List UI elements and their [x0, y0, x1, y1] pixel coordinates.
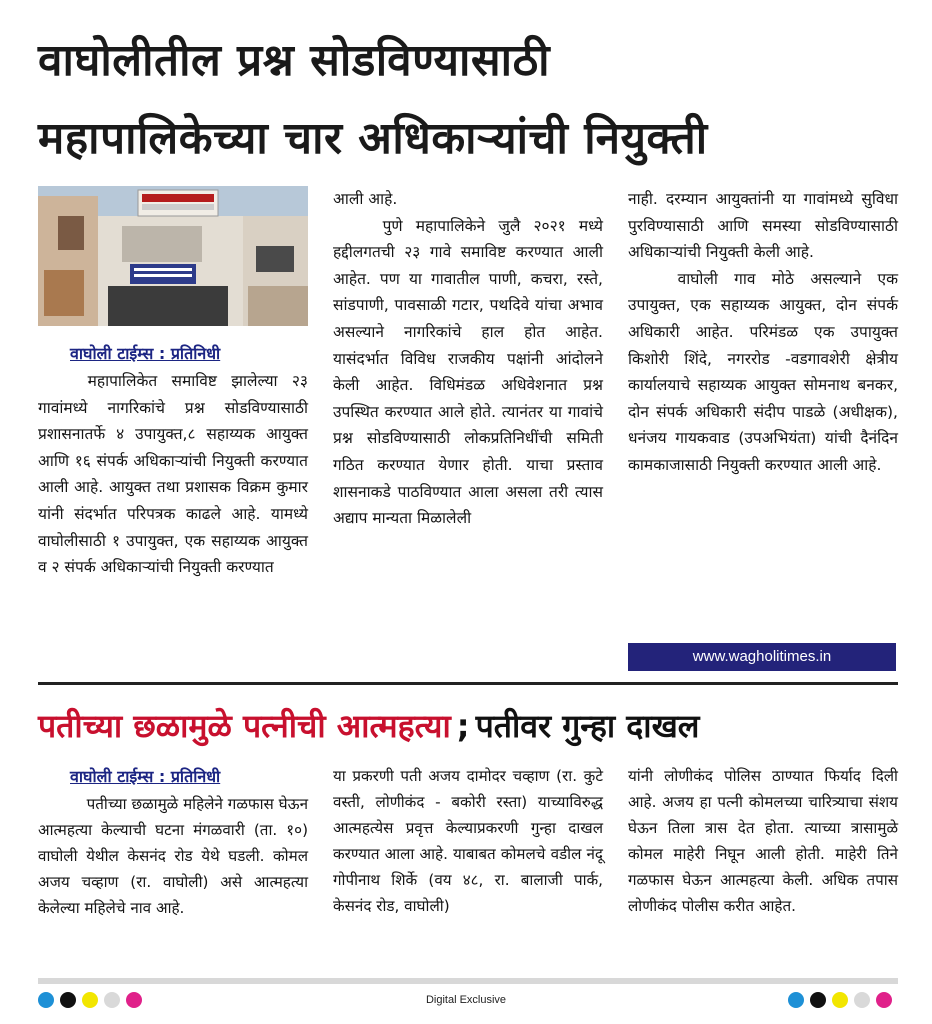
second-headline-red: पतीच्या छळामुळे पत्नीची आत्महत्या — [38, 707, 451, 745]
website-link[interactable]: www.wagholitimes.in — [628, 643, 896, 671]
section-divider — [38, 682, 898, 685]
story1-col3-paragraph2: वाघोली गाव मोठे असल्याने एक उपायुक्त, एक सहाय्यक आयुक्त, दोन संपर्क अधिकारी आहेत. परिमंडळ एक उपायुक्त किशोरी शिंदे, नगररोड -वडगावशेरी क्षेत्रीय कार्यालयाचे सहाय्यक आयुक्त सोमनाथ बनकर, दोन संपर्क अधिकारी संदीप पाडळे (अधीक्षक), धनंजय गायकवाड (उपअभियंता) यांची दैनंदिन कामकाजासाठी नियुक्ती करण्यात आली आहे. — [628, 269, 898, 474]
color-dot-black — [810, 992, 826, 1008]
story1-column2 — [333, 186, 603, 532]
story1-byline: वाघोली टाईम्स : प्रतिनिधी — [70, 344, 221, 363]
second-headline-separator: ; — [456, 707, 470, 745]
color-dot-yellow — [832, 992, 848, 1008]
story2-col3-paragraph: यांनी लोणीकंद पोलिस ठाण्यात फिर्याद दिली आहे. अजय हा पत्नी कोमलच्या चारित्र्याचा संशय घेऊन तिला त्रास देत होता. त्याच्या त्रासामुळे कोमल माहेरी निघून आली होती. माहेरी तिने गळफास घेऊन आत्महत्या केली. अधिक तपास लोणीकंद पोलीस करीत आहेत. — [628, 767, 898, 915]
story1-column1 — [38, 340, 308, 581]
main-headline-line2: महापालिकेच्या चार अधिकाऱ्यांची नियुक्ती — [38, 113, 708, 164]
main-headline-line1: वाघोलीतील प्रश्न सोडविण्यासाठी — [38, 35, 551, 86]
footer-bar — [38, 978, 898, 984]
color-dot-gray — [854, 992, 870, 1008]
story2-byline: वाघोली टाईम्स : प्रतिनिधी — [70, 767, 221, 786]
color-dot-cyan — [788, 992, 804, 1008]
story1-col2-paragraph1: आली आहे. — [333, 190, 398, 208]
registration-marks-right — [788, 992, 892, 1008]
story2-column3 — [628, 763, 898, 919]
story1-col1-paragraph: महापालिकेत समाविष्ट झालेल्या २३ गावांमध्ये नागरिकांचे प्रश्न सोडविण्यासाठी प्रशासनातर्फे ४ उपायुक्त,८ सहाय्यक आयुक्त आणि १६ संपर्क अधिकाऱ्यांची नियुक्ती करण्यात आली आहे. आयुक्त तथा प्रशासक विक्रम कुमार यांनी संदर्भात परिपत्रक काढले आहे. यामध्ये वाघोलीसाठी १ उपायुक्त, एक सहाय्यक आयुक्त व २ संपर्क अधिकाऱ्यांची नियुक्ती करण्यात — [38, 372, 308, 577]
story2-col1-paragraph: पतीच्या छळामुळे महिलेने गळफास घेऊन आत्महत्या केल्याची घटना मंगळवारी (ता. १०) वाघोली येथील केसनंद रोड येथे घडली. कोमल अजय चव्हाण (रा. वाघोली) असे आत्महत्या केलेल्या महिलेचे नाव आहे. — [38, 795, 308, 917]
story2-column2 — [333, 763, 603, 919]
color-dot-magenta — [876, 992, 892, 1008]
story1-col2-paragraph2: पुणे महापालिकेने जुलै २०२१ मध्ये हद्दीलगतची २३ गावे समाविष्ट करण्यात आली आहेत. पण या गावातील पाणी, कचरा, रस्ते, सांडपाणी, पावसाळी गटार, पथदिवे यांचा अभाव असल्याने नागरिकांचे हाल होत आहेत. यासंदर्भात विविध राजकीय पक्षांनी आंदोलने केली आहेत. विधिमंडळ अधिवेशनात प्रश्न उपस्थित करण्यात आले होते. त्यानंतर या गावांचे प्रश्न सोडविण्यासाठी लोकप्रतिनिधींची समिती गठित करण्यात येणार होती. याचा प्रस्ताव शासनाकडे पाठविण्यात आला असला तरी त्यास अद्याप मान्यता मिळालेली — [333, 216, 603, 528]
second-headline — [38, 700, 908, 752]
main-headline — [38, 22, 908, 178]
second-headline-black: पतीवर गुन्हा दाखल — [475, 707, 700, 745]
story1-col3-paragraph1: नाही. दरम्यान आयुक्तांनी या गावांमध्ये सुविधा पुरविण्यासाठी आणि समस्या सोडविण्यासाठी अधिकाऱ्यांची नियुक्ती केली आहे. — [628, 190, 898, 262]
story1-column3 — [628, 186, 898, 479]
story2-column1 — [38, 763, 308, 921]
building-photo — [38, 186, 308, 326]
story2-col2-paragraph: या प्रकरणी पती अजय दामोदर चव्हाण (रा. कुटे वस्ती, लोणीकंद - बकोरी रस्ता) याच्याविरुद्ध आत्महत्येस प्रवृत्त केल्याप्रकरणी गुन्हा दाखल करण्यात आला आहे. याबाबत कोमलचे वडील नंदू गोपीनाथ शिर्के (वय ४८, रा. बालाजी पार्क, केसनंद रोड, वाघोली) — [333, 767, 603, 915]
footer-label: Digital Exclusive — [425, 994, 507, 1006]
